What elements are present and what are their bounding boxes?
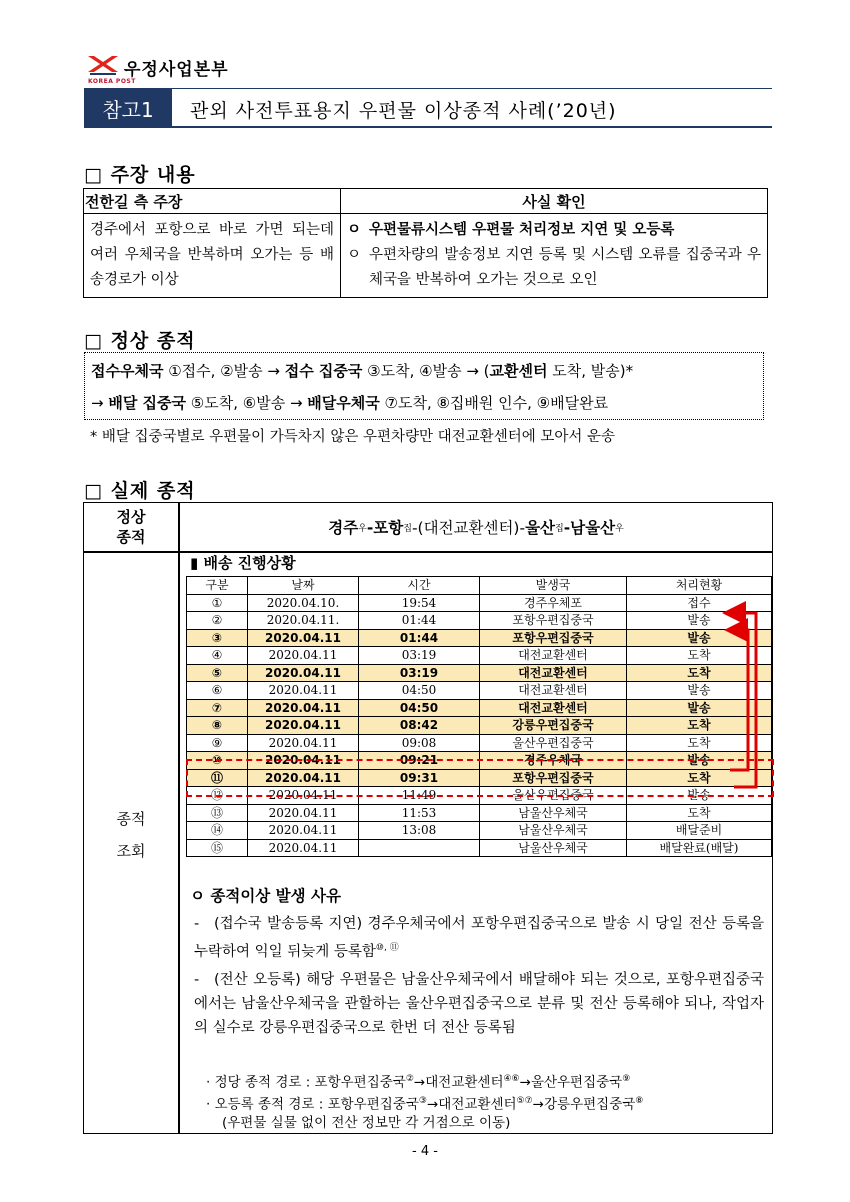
cell-office: 울산우편집중국 xyxy=(480,734,627,752)
cell-no: ⑮ xyxy=(187,839,248,857)
cell-time: 11:49 xyxy=(359,787,480,805)
fact-item xyxy=(347,218,761,243)
page-number: - 4 - xyxy=(412,1144,438,1159)
cell-date: 2020.04.10. xyxy=(248,594,359,612)
cell-status: 도착 xyxy=(627,647,772,665)
cell-date: 2020.04.11 xyxy=(248,787,359,805)
cell-time: 03:19 xyxy=(359,664,480,682)
tracking-table xyxy=(186,576,772,857)
cell-no: ② xyxy=(187,612,248,630)
cell-status: 발송 xyxy=(627,752,772,770)
cell-no: ⑩ xyxy=(187,752,248,770)
path-note: (우편물 실물 없이 전산 정보만 각 거점으로 이동) xyxy=(222,1115,511,1131)
fact-item xyxy=(347,243,761,293)
cell-no: ⑫ xyxy=(187,787,248,805)
path-sup: ⑧ xyxy=(635,1096,644,1106)
table-row xyxy=(187,664,772,682)
lookup-label xyxy=(84,803,178,867)
cell-time: 03:19 xyxy=(359,647,480,665)
cell-time: 09:08 xyxy=(359,734,480,752)
route-step: ⑦도착, ⑧집배원 인수, ⑨배달완료 xyxy=(379,394,609,412)
fact-mark: ㅇ xyxy=(347,247,362,263)
cell-status: 발송 xyxy=(627,699,772,717)
cell-office: 남울산우체국 xyxy=(480,822,627,840)
reason-1: - (접수국 발송등록 지연) 경주우체국에서 포항우편집중국으로 발송 시 당일 전산 등록을 누락하여 익일 뒤늦게 등록함⑩, ⑪ xyxy=(194,916,764,960)
route-title xyxy=(180,503,772,551)
org-name: 우정사업본부 xyxy=(124,60,229,80)
path-node: 대전교환센터 xyxy=(438,1096,517,1113)
normal-route-label xyxy=(84,503,178,551)
cell-no: ⑬ xyxy=(187,804,248,822)
route-sup: 우 xyxy=(615,523,624,534)
org-logo xyxy=(86,52,286,88)
route-part: -포항 xyxy=(366,519,404,537)
fact-mark: ㅇ xyxy=(347,222,362,238)
cell-office: 남울산우체국 xyxy=(480,839,627,857)
claims-col-left: 전한길 측 주장 xyxy=(84,189,341,214)
path-sup: ⑤⑦ xyxy=(516,1096,533,1106)
cell-time xyxy=(359,839,480,857)
claims-section-title: □ 주장 내용 xyxy=(84,164,196,186)
cell-no: ⑤ xyxy=(187,664,248,682)
path-label: · 정당 종적 경로 : xyxy=(206,1074,315,1091)
progress-title: ▮ 배송 진행상황 xyxy=(190,554,296,572)
cell-date: 2020.04.11 xyxy=(248,699,359,717)
label-line: 정상 xyxy=(116,508,146,526)
path-sup: ③ xyxy=(418,1096,427,1106)
cell-time: 19:54 xyxy=(359,594,480,612)
cell-date: 2020.04.11 xyxy=(248,629,359,647)
route-office: 배달 집중국 xyxy=(108,394,187,412)
cell-office: 경주우체포 xyxy=(480,594,627,612)
cell-time: 08:42 xyxy=(359,717,480,735)
cell-status: 발송 xyxy=(627,629,772,647)
route-part: 울산 xyxy=(525,519,556,537)
normal-section-title: □ 정상 종적 xyxy=(84,330,196,352)
col-header: 날짜 xyxy=(248,577,359,595)
arrow-icon: → xyxy=(426,1096,439,1113)
col-header: 시간 xyxy=(359,577,480,595)
cell-status: 도착 xyxy=(627,664,772,682)
route-part: -(대전교환센터)- xyxy=(411,519,526,537)
cell-time: 09:21 xyxy=(359,752,480,770)
cell-time: 04:50 xyxy=(359,699,480,717)
cell-status: 도착 xyxy=(627,734,772,752)
claims-left-text: 경주에서 포항으로 바로 가면 되는데 여러 우체국을 반복하며 오가는 등 배송경로가 이상 xyxy=(84,214,341,298)
cell-status: 발송 xyxy=(627,787,772,805)
route-sup: 집 xyxy=(403,523,412,534)
normal-route-line2 xyxy=(91,387,757,419)
path-node: 울산우편집중국 xyxy=(530,1074,623,1091)
table-row xyxy=(187,612,772,630)
path-sup: ⑨ xyxy=(622,1074,631,1084)
cell-no: ⑥ xyxy=(187,682,248,700)
cell-no: ⑭ xyxy=(187,822,248,840)
org-sub: KOREA POST xyxy=(88,78,136,85)
route-sup: 집 xyxy=(555,523,564,534)
path-node: 포항우편집중국 xyxy=(327,1096,419,1113)
cell-date: 2020.04.11 xyxy=(248,664,359,682)
table-row xyxy=(187,682,772,700)
cell-office: 울산우편집중국 xyxy=(480,787,627,805)
page-title: 관외 사전투표용지 우편물 이상종적 사례(’20년) xyxy=(190,100,617,122)
route-step: ③도착, ④발송 → ( xyxy=(362,362,490,380)
cell-office: 포항우편집중국 xyxy=(480,769,627,787)
table-row xyxy=(187,839,772,857)
cell-date: 2020.04.11 xyxy=(248,734,359,752)
cell-office: 포항우편집중국 xyxy=(480,612,627,630)
route-step: ⑤도착, ⑥발송 → xyxy=(186,394,308,412)
reason-2: - (전산 오등록) 해당 우편물은 남울산우체국에서 배달해야 되는 것으로, 포항우편집중국에서는 남울산우체국을 관할하는 울산우편집중국으로 분류 및 전산 등록해야 되나, 작업자의 실수로 강릉우편집중국으로 한번 더 전산 등록됨 xyxy=(194,972,764,1036)
route-office: 접수우체국 xyxy=(91,362,164,380)
cell-no: ⑨ xyxy=(187,734,248,752)
claims-col-right: 사실 확인 xyxy=(341,189,768,214)
cell-no: ④ xyxy=(187,647,248,665)
reason-text: (접수국 발송등록 지연) 경주우체국에서 포항우편집중국으로 발송 시 당일 전산 등록을 누락하여 익일 뒤늦게 등록함 xyxy=(194,916,764,960)
anomaly-highlight-box xyxy=(186,759,774,797)
table-row xyxy=(187,822,772,840)
cell-date: 2020.04.11 xyxy=(248,769,359,787)
divider xyxy=(178,503,180,1133)
divider xyxy=(84,551,772,553)
cell-date: 2020.04.11 xyxy=(248,717,359,735)
fact-text: 우편물류시스템 우편물 처리정보 지연 및 오등록 xyxy=(369,222,675,238)
route-office: 배달우체국 xyxy=(307,394,380,412)
cell-date: 2020.04.11 xyxy=(248,752,359,770)
cell-office: 대전교환센터 xyxy=(480,664,627,682)
cell-time: 11:53 xyxy=(359,804,480,822)
cell-office: 강릉우편집중국 xyxy=(480,717,627,735)
path-sup: ④⑥ xyxy=(503,1074,520,1084)
label-line: 종적 xyxy=(116,810,146,828)
col-header: 처리현황 xyxy=(627,577,772,595)
route-office: 접수 집중국 xyxy=(284,362,363,380)
cell-no: ① xyxy=(187,594,248,612)
korea-post-logo-icon xyxy=(86,52,120,78)
cell-no: ⑪ xyxy=(187,769,248,787)
cell-date: 2020.04.11. xyxy=(248,612,359,630)
route-step: ①접수, ②발송 → xyxy=(163,362,285,380)
col-header: 구분 xyxy=(187,577,248,595)
reason-sup: ⑩, ⑪ xyxy=(375,943,399,953)
table-row xyxy=(187,629,772,647)
arrow-icon: → xyxy=(413,1074,426,1091)
label-line: 종적 xyxy=(116,528,146,546)
tracking-header-row xyxy=(187,577,772,595)
route-step: → xyxy=(91,394,109,412)
table-row xyxy=(187,717,772,735)
normal-note: * 배달 집중국별로 우편물이 가득차지 않은 우편차량만 대전교환센터에 모아서 운송 xyxy=(90,429,615,445)
cell-status: 발송 xyxy=(627,612,772,630)
cell-no: ⑦ xyxy=(187,699,248,717)
cell-office: 경주우체국 xyxy=(480,752,627,770)
route-part: -남울산 xyxy=(563,519,616,537)
table-row xyxy=(187,734,772,752)
cell-time: 04:50 xyxy=(359,682,480,700)
anomaly-arrows-icon xyxy=(690,600,770,800)
normal-route-line1 xyxy=(91,355,757,387)
reason-text: (전산 오등록) 해당 우편물은 남울산우체국에서 배달해야 되는 것으로, 포항우편집중국에서는 남울산우체국을 관할하는 울산우편집중국으로 분류 및 전산 등록해야 되나, 작업자의 실수로 강릉우편집중국으로 한번 더 전산 등록됨 xyxy=(194,972,764,1036)
path-label: · 오등록 종적 경로 : xyxy=(206,1096,328,1113)
cell-status: 도착 xyxy=(627,804,772,822)
cell-date: 2020.04.11 xyxy=(248,682,359,700)
route-part: 경주 xyxy=(328,519,359,537)
cell-status: 배달완료(배달) xyxy=(627,839,772,857)
cell-status: 발송 xyxy=(627,682,772,700)
route-step: 도착, 발송)* xyxy=(547,362,634,380)
table-row xyxy=(187,699,772,717)
fact-text: 우편차량의 발송정보 지연 등록 및 시스템 오류를 집중국과 우체국을 반복하여 오가는 것으로 오인 xyxy=(369,247,761,288)
path-sup: ② xyxy=(405,1074,414,1084)
cell-status: 도착 xyxy=(627,769,772,787)
normal-route-box xyxy=(84,352,764,420)
cell-time: 13:08 xyxy=(359,822,480,840)
ref-label: 참고1 xyxy=(84,88,172,128)
actual-section-title: □ 실제 종적 xyxy=(84,480,196,502)
cell-date: 2020.04.11 xyxy=(248,839,359,857)
route-office: 교환센터 xyxy=(489,362,548,380)
arrow-icon: → xyxy=(519,1074,531,1091)
cell-status: 배달준비 xyxy=(627,822,772,840)
arrow-icon: → xyxy=(532,1096,544,1113)
cell-time: 01:44 xyxy=(359,612,480,630)
cell-date: 2020.04.11 xyxy=(248,647,359,665)
route-sup: 우 xyxy=(358,523,367,534)
cell-office: 대전교환센터 xyxy=(480,699,627,717)
cell-time: 09:31 xyxy=(359,769,480,787)
cell-time: 01:44 xyxy=(359,629,480,647)
table-row xyxy=(187,647,772,665)
reason-title: ㅇ 종적이상 발생 사유 xyxy=(190,887,341,905)
cell-office: 대전교환센터 xyxy=(480,647,627,665)
cell-status: 도착 xyxy=(627,717,772,735)
cell-date: 2020.04.11 xyxy=(248,804,359,822)
cell-office: 대전교환센터 xyxy=(480,682,627,700)
cell-date: 2020.04.11 xyxy=(248,822,359,840)
label-line: 조회 xyxy=(116,842,146,860)
cell-office: 남울산우체국 xyxy=(480,804,627,822)
cell-office: 포항우편집중국 xyxy=(480,629,627,647)
path-node: 강릉우편집중국 xyxy=(543,1096,636,1113)
table-row xyxy=(187,804,772,822)
col-header: 발생국 xyxy=(480,577,627,595)
claims-table xyxy=(83,188,768,298)
path-node: 대전교환센터 xyxy=(425,1074,504,1091)
cell-status: 접수 xyxy=(627,594,772,612)
cell-no: ③ xyxy=(187,629,248,647)
path-node: 포항우편집중국 xyxy=(314,1074,406,1091)
cell-no: ⑧ xyxy=(187,717,248,735)
table-row xyxy=(187,594,772,612)
claims-right-cell xyxy=(341,214,768,298)
